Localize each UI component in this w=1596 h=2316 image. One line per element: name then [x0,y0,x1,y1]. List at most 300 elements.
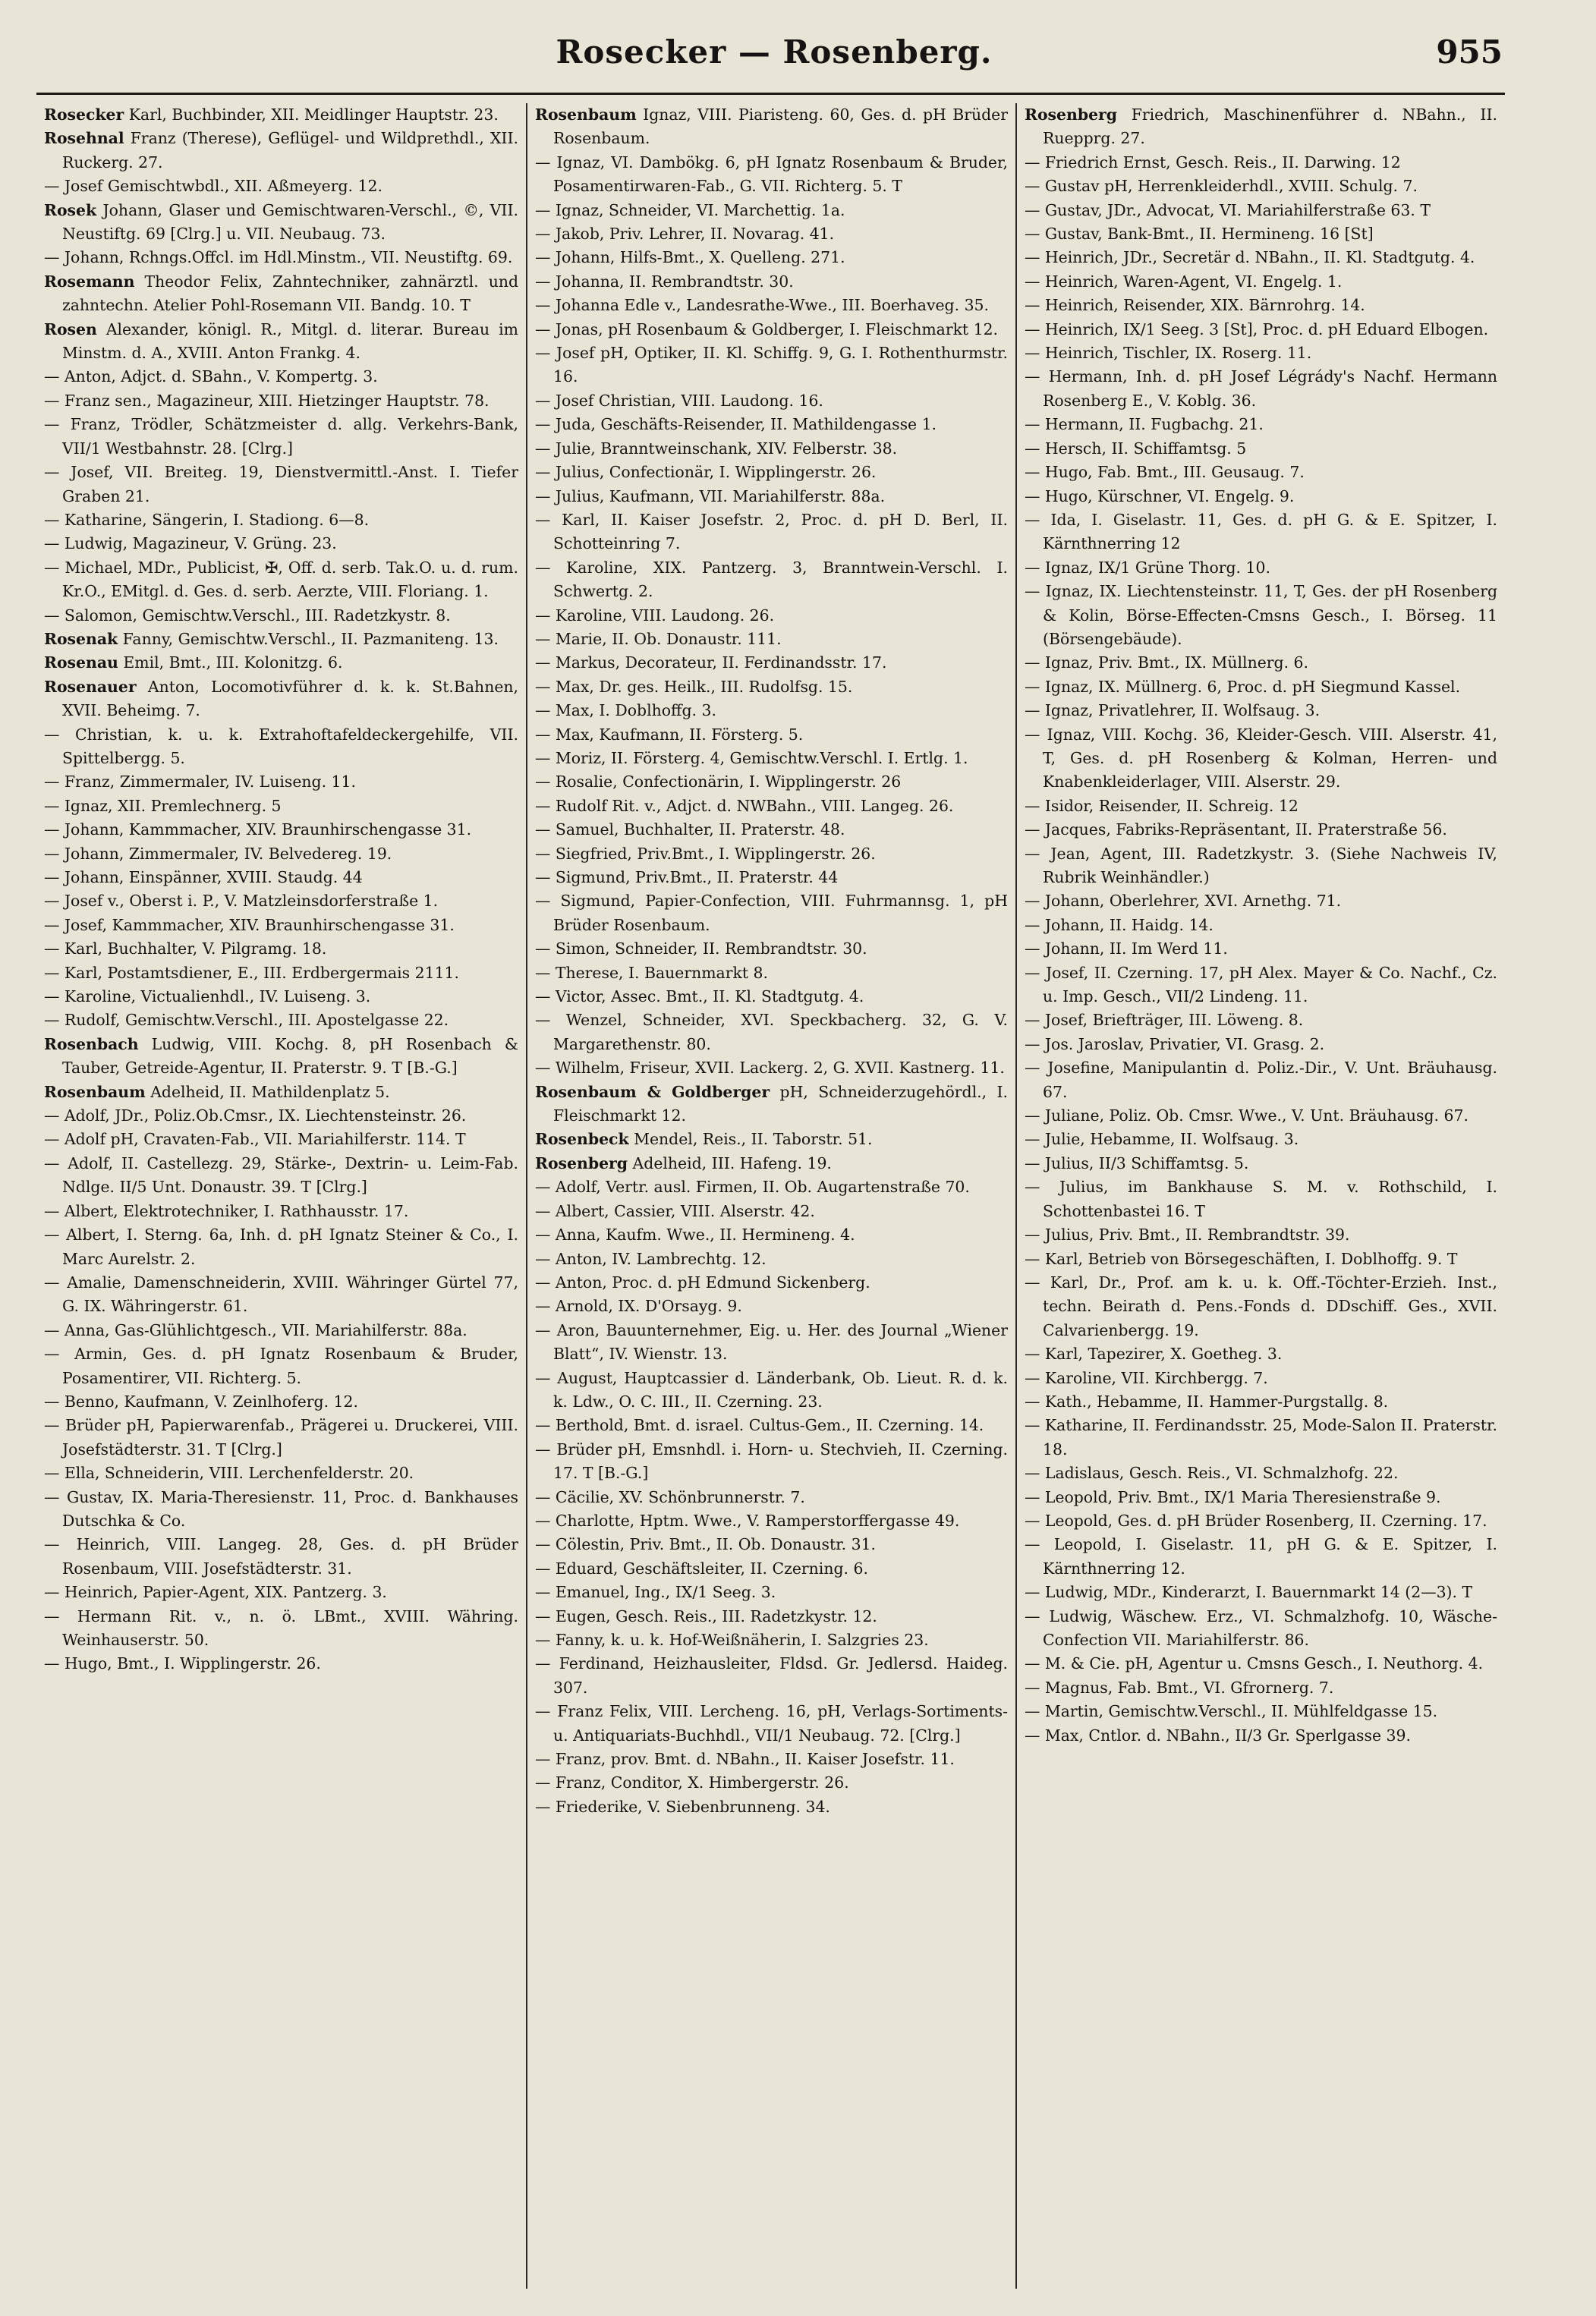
entry-text: — Johann, Rchngs.Offcl. im Hdl.Minstm., VII. Neustiftg. 69. [44,248,513,267]
directory-entry [535,1081,1008,1128]
entry-text: — Heinrich, JDr., Secretär d. NBahn., II. Kl. Stadtgutg. 4. [1025,248,1475,267]
directory-entry [1025,1414,1497,1462]
directory-entry [1025,1248,1497,1271]
directory-entry [1025,651,1497,675]
directory-entry [1025,294,1497,317]
entry-text: — Heinrich, Papier-Agent, XIX. Pantzerg. 3. [44,1583,387,1602]
directory-entry [44,985,518,1009]
entry-text: — Ferdinand, Heizhausleiter, Fldsd. Gr. Jedlersd. Haideg. 307. [535,1654,1008,1697]
entry-text: — Rudolf, Gemischtw.Verschl., III. Apostelgasse 22. [44,1011,449,1030]
directory-entry [1025,1533,1497,1581]
directory-entry [535,1581,1008,1604]
entry-text: — Wenzel, Schneider, XVI. Speckbacherg. 32, G. V. Margarethenstr. 80. [535,1011,1008,1053]
directory-entry [535,842,1008,866]
directory-entry [535,270,1008,294]
entry-text: — Julie, Branntweinschank, XIV. Felberstr. 38. [535,439,898,458]
entry-text: — Sigmund, Papier-Confection, VIII. Fuhrmannsg. 1, pH Brüder Rosenbaum. [535,892,1008,934]
entry-text: — Fanny, k. u. k. Hof-Weißnäherin, I. Salzgries 23. [535,1631,929,1649]
columns [36,103,1505,2289]
directory-entry [1025,699,1497,722]
directory-entry [44,1081,518,1104]
directory-entry [535,508,1008,556]
directory-entry [44,866,518,889]
entry-text: — Rudolf Rit. v., Adjct. d. NWBahn., VIII. Langeg. 26. [535,796,954,815]
page-header [46,33,1503,79]
entry-text: — Aron, Bauunternehmer, Eig. u. Her. des Journal „Wiener Blatt“, IV. Wienstr. 13. [535,1320,1008,1364]
entry-text: — Wilhelm, Friseur, XVII. Lackerg. 2, G. XVII. Kastnerg. 11. [535,1059,1005,1078]
entry-surname: Rosehnal [44,129,124,148]
entry-text: — Franz, Zimmermaler, IV. Luiseng. 11. [44,773,356,791]
entry-text: — Ignaz, IX. Müllnerg. 6, Proc. d. pH Siegmund Kassel. [1025,677,1461,696]
entry-text: — Anton, Proc. d. pH Edmund Sickenberg. [535,1273,870,1292]
directory-entry [44,1009,518,1032]
entry-text: — Cölestin, Priv. Bmt., II. Ob. Donaustr. 31. [535,1535,877,1554]
directory-entry [44,103,518,127]
directory-entry [535,795,1008,818]
directory-entry [1025,1581,1497,1604]
directory-entry [535,556,1008,604]
directory-entry [44,723,518,771]
directory-entry [1025,1152,1497,1175]
column-left [36,103,526,2289]
directory-entry [535,1056,1008,1080]
directory-entry [535,699,1008,722]
directory-entry [44,1342,518,1390]
entry-text: — Karl, Betrieb von Börsegeschäften, I. Doblhoffg. 9. T [1025,1249,1458,1268]
entry-text: — Franz, Trödler, Schätzmeister d. allg. Verkehrs-Bank, VII/1 Westbahnstr. 28. [Clrg.] [44,415,518,458]
column-right [1015,103,1505,2289]
entry-text: — Heinrich, Tischler, IX. Roserg. 11. [1025,344,1312,363]
entry-text: — Armin, Ges. d. pH Ignatz Rosenbaum & Bruder, Posamentirer, VII. Richterg. 5. [44,1345,518,1387]
entry-text: Ludwig, VIII. Kochg. 8, pH Rosenbach & Tauber, Getreide-Agentur, II. Praterstr. 9. T [B.-G.] [62,1034,518,1078]
entry-surname: Rosenbeck [535,1130,629,1149]
directory-entry [535,866,1008,889]
directory-entry [535,1795,1008,1819]
entry-text: — Isidor, Reisender, II. Schreig. 12 [1025,796,1299,815]
directory-entry [535,961,1008,985]
directory-entry [1025,675,1497,699]
directory-entry [1025,270,1497,294]
entry-text: — Julie, Hebamme, II. Wolfsaug. 3. [1025,1130,1299,1149]
directory-entry [535,318,1008,341]
entry-text: — Ida, I. Giselastr. 11, Ges. d. pH G. & E. Spitzer, I. Kärnthnerring 12 [1025,510,1497,553]
entry-text: Alexander, königl. R., Mitgl. d. literar. Bureau im Minstm. d. A., XVIII. Anton Frankg. 4. [62,319,518,363]
directory-entry [535,389,1008,413]
entry-text: — Adolf, JDr., Poliz.Ob.Cmsr., IX. Liechtensteinstr. 26. [44,1106,467,1125]
entry-text: — Hermann, Inh. d. pH Josef Légrády's Nachf. Hermann Rosenberg E., V. Koblg. 36. [1025,367,1497,410]
entry-text: — Josef Christian, VIII. Laudong. 16. [535,391,823,410]
directory-entry [1025,485,1497,508]
directory-entry [44,1462,518,1485]
directory-entry [44,461,518,508]
entry-text: — Marie, II. Ob. Donaustr. 111. [535,629,782,648]
entry-text: — Albert, Elektrotechniker, I. Rathhausstr. 17. [44,1201,409,1220]
entry-text: — Simon, Schneider, II. Rembrandtstr. 30. [535,939,867,958]
directory-entry [535,1175,1008,1199]
directory-entry [1025,103,1497,151]
entry-text: Karl, Buchbinder, XII. Meidlinger Hauptstr. 23. [128,105,499,124]
entry-surname: Rosenberg [535,1153,628,1172]
directory-entry [44,1200,518,1223]
directory-entry [535,985,1008,1009]
directory-entry [535,1152,1008,1175]
directory-entry [1025,1367,1497,1390]
entry-text: — Adolf pH, Cravaten-Fab., VII. Mariahilferstr. 114. T [44,1130,466,1149]
entry-text: — Josef v., Oberst i. P., V. Matzleinsdorferstraße 1. [44,892,439,911]
entry-text: — Samuel, Buchhalter, II. Praterstr. 48. [535,820,845,839]
entry-surname: Rosecker [44,105,124,124]
directory-entry [44,1581,518,1604]
entry-text: — Gustav, JDr., Advocat, VI. Mariahilferstraße 63. T [1025,200,1431,219]
entry-text: — Ludwig, Magazineur, V. Grüng. 23. [44,534,337,553]
entry-text: — Gustav, IX. Maria-Theresienstr. 11, Proc. d. Bankhauses Dutschka & Co. [44,1487,518,1530]
directory-entry [535,1771,1008,1795]
directory-entry [1025,1509,1497,1533]
entry-text: — Adolf, II. Castellezg. 29, Stärke-, Dextrin- u. Leim-Fab. Ndlge. II/5 Unt. Donaustr. 39. T [Clrg.] [44,1153,518,1197]
entry-text: — Heinrich, Reisender, XIX. Bärnrohrg. 14. [1025,296,1365,315]
entry-text: — Johann, Hilfs-Bmt., X. Quelleng. 271. [535,248,845,267]
entry-text: — Ignaz, Priv. Bmt., IX. Müllnerg. 6. [1025,653,1308,672]
entry-text: — Heinrich, IX/1 Seeg. 3 [St], Proc. d. pH Eduard Elbogen. [1025,319,1489,338]
directory-entry [535,1509,1008,1533]
entry-text: — Johann, II. Im Werd 11. [1025,939,1228,958]
directory-entry [44,1390,518,1414]
directory-entry [535,1128,1008,1151]
entry-text: — Salomon, Gemischtw.Verschl., III. Radetzkystr. 8. [44,606,451,625]
directory-entry [44,318,518,366]
directory-entry [535,1557,1008,1581]
entry-surname: Rosenberg [1025,105,1118,124]
entry-text: — Hugo, Fab. Bmt., III. Geusaug. 7. [1025,463,1305,482]
entry-text: — Max, Dr. ges. Heilk., III. Rudolfsg. 15. [535,677,853,696]
entry-text: — Johann, Zimmermaler, IV. Belvedereg. 19. [44,844,392,863]
entry-text: — Karl, Postamtsdiener, E., III. Erdbergermais 2111. [44,963,459,982]
directory-entry [535,651,1008,675]
entry-text: — Karoline, Victualienhdl., IV. Luiseng. 3. [44,987,371,1006]
entry-text: — Karl, Buchhalter, V. Pilgramg. 18. [44,939,327,958]
entry-text: — Anna, Kaufm. Wwe., II. Hermineng. 4. [535,1226,855,1245]
directory-entry [1025,1700,1497,1723]
entry-text: — Ignaz, VIII. Kochg. 36, Kleider-Gesch. VIII. Alserstr. 41, T, Ges. d. pH Rosenberg & Kolman, Herren- und Knabenkleiderlager, VIII. Alserstr. 29. [1025,725,1497,791]
entry-text: — Ludwig, MDr., Kinderarzt, I. Bauernmarkt 14 (2—3). T [1025,1583,1473,1602]
directory-entry [44,604,518,628]
entry-text: — Gustav, Bank-Bmt., II. Hermineng. 16 [St] [1025,225,1374,244]
entry-text: — Ignaz, Schneider, VI. Marchettig. 1a. [535,200,845,219]
directory-entry [1025,961,1497,1009]
directory-entry [44,1271,518,1319]
entry-text: Emil, Bmt., III. Kolonitzg. 6. [123,653,343,672]
entry-text: — Rosalie, Confectionärin, I. Wipplingerstr. 26 [535,773,902,791]
directory-entry [44,961,518,985]
directory-entry [535,1438,1008,1486]
entry-text: — Josef, Kammmacher, XIV. Braunhirschengasse 31. [44,915,455,934]
directory-entry [535,1533,1008,1556]
entry-text: — Max, I. Doblhoffg. 3. [535,701,716,720]
entry-text: — Max, Cntlor. d. NBahn., II/3 Gr. Sperlgasse 39. [1025,1726,1411,1745]
entry-text: — Johanna Edle v., Landesrathe-Wwe., III. Boerhaveg. 35. [535,296,989,315]
entry-surname: Rosenak [44,629,118,648]
entry-surname: Rosek [44,200,97,219]
directory-entry [535,770,1008,794]
entry-text: — Kath., Hebamme, II. Hammer-Purgstallg. 8. [1025,1392,1389,1411]
directory-entry [1025,318,1497,341]
directory-entry [535,1748,1008,1771]
entry-surname: Rosenbaum [44,1082,146,1101]
entry-text: — Johann, Einspänner, XVIII. Staudg. 44 [44,868,363,886]
directory-entry [44,795,518,818]
entry-text: — Ignaz, Privatlehrer, II. Wolfsaug. 3. [1025,701,1321,720]
entry-text: — Karl, II. Kaiser Josefstr. 2, Proc. d. pH D. Berl, II. Schotteinring 7. [535,510,1008,553]
entry-text: — Ladislaus, Gesch. Reis., VI. Schmalzhofg. 22. [1025,1464,1399,1483]
directory-entry [44,1605,518,1653]
directory-entry [44,914,518,937]
directory-entry [1025,1486,1497,1509]
directory-entry [1025,1676,1497,1700]
directory-entry [44,1652,518,1676]
entry-text: — Arnold, IX. D'Orsayg. 9. [535,1297,742,1316]
entry-text: pH, Schneiderzugehördl., I. Fleischmarkt 12. [553,1082,1008,1125]
entry-text: — Jakob, Priv. Lehrer, II. Novarag. 41. [535,225,835,244]
directory-entry [1025,1271,1497,1342]
entry-text: — M. & Cie. pH, Agentur u. Cmsns Gesch., I. Neuthorg. 4. [1025,1654,1484,1673]
directory-entry [1025,1009,1497,1032]
directory-entry [1025,842,1497,890]
entry-text: — Gustav pH, Herrenkleiderhdl., XVIII. Schulg. 7. [1025,177,1418,196]
directory-entry [1025,246,1497,269]
entry-text: — Michael, MDr., Publicist, ✠, Off. d. serb. Tak.O. u. d. rum. Kr.O., EMitgl. d. Ges. d. serb. Aerzte, VIII. Floriang. 1. [44,558,518,601]
directory-entry [535,1200,1008,1223]
directory-entry [44,628,518,651]
directory-entry [535,413,1008,436]
entry-text: — Siegfried, Priv.Bmt., I. Wipplingerstr. 26. [535,844,876,863]
directory-entry [44,389,518,413]
directory-entry [535,1319,1008,1367]
entry-text: — Anna, Gas-Glühlichtgesch., VII. Mariahilferstr. 88a. [44,1320,467,1339]
directory-entry [535,1271,1008,1295]
entry-text: — Therese, I. Bauernmarkt 8. [535,963,768,982]
entry-text: — August, Hauptcassier d. Länderbank, Ob. Lieut. R. d. k. k. Ldw., O. C. III., II. Czerning. 23. [535,1368,1008,1411]
entry-text: — Hermann Rit. v., n. ö. LBmt., XVIII. Währing. Weinhauserstr. 50. [44,1606,518,1649]
directory-entry [1025,1462,1497,1485]
entry-surname: Rosenauer [44,677,137,696]
directory-entry [535,103,1008,151]
directory-entry [535,628,1008,651]
entry-text: — Karoline, VIII. Laudong. 26. [535,606,775,625]
entry-text: — Brüder pH, Papierwarenfab., Prägerei u. Druckerei, VIII. Josefstädterstr. 31. T [Clrg.] [44,1416,518,1459]
directory-entry [535,889,1008,937]
directory-entry [44,1033,518,1081]
page-title: Rosecker — Rosenberg. [556,33,993,71]
entry-text: — Moriz, II. Försterg. 4, Gemischtw.Verschl. I. Ertlg. 1. [535,748,968,767]
entry-text: — Jos. Jaroslav, Privatier, VI. Grasg. 2. [1025,1034,1325,1053]
entry-text: — Julius, Kaufmann, VII. Mariahilferstr. 88a. [535,486,886,505]
directory-entry [44,532,518,555]
entry-text: Adelheid, II. Mathildenplatz 5. [150,1082,390,1101]
entry-text: — Johann, Oberlehrer, XVI. Arnethg. 71. [1025,892,1342,911]
directory-entry [1025,461,1497,484]
directory-entry [1025,1104,1497,1128]
entry-text: — Julius, II/3 Schiffamtsg. 5. [1025,1153,1249,1172]
entry-text: — Eduard, Geschäftsleiter, II. Czerning. 6. [535,1559,868,1578]
entry-text: — Julius, Priv. Bmt., II. Rembrandtstr. 39. [1025,1226,1350,1245]
directory-entry [1025,151,1497,175]
entry-text: — Anton, IV. Lambrechtg. 12. [535,1249,767,1268]
entry-text: — Leopold, Ges. d. pH Brüder Rosenberg, II. Czerning. 17. [1025,1511,1487,1530]
directory-entry [1025,795,1497,818]
entry-text: — Hermann, II. Fugbachg. 21. [1025,415,1264,434]
entry-text: — Heinrich, VIII. Langeg. 28, Ges. d. pH Brüder Rosenbaum, VIII. Josefstädterstr. 31. [44,1535,518,1578]
directory-entry [44,889,518,913]
entry-text: — Josef, VII. Breiteg. 19, Dienstvermittl.-Anst. I. Tiefer Graben 21. [44,463,518,505]
directory-entry [1025,1175,1497,1223]
directory-entry [1025,508,1497,556]
entry-text: — Ignaz, XII. Premlechnerg. 5 [44,796,282,815]
entry-text: — Franz Felix, VIII. Lercheng. 16, pH, Verlags-Sortiments- u. Antiquariats-Buchhdl., VII/1 Neubaug. 72. [Clrg.] [535,1702,1008,1745]
directory-entry [535,151,1008,199]
page-number: 955 [1436,33,1503,71]
entry-text: Anton, Locomotivführer d. k. k. St.Bahnen, XVII. Beheimg. 7. [62,677,519,720]
directory-entry [1025,222,1497,246]
directory-entry [1025,1033,1497,1056]
header-rule [36,93,1505,95]
entry-text: — Johanna, II. Rembrandtstr. 30. [535,272,794,291]
entry-surname: Rosenau [44,653,118,672]
directory-entry [1025,365,1497,413]
column-middle [526,103,1015,2289]
entry-text: — Magnus, Fab. Bmt., VI. Gfrornerg. 7. [1025,1678,1334,1697]
directory-entry [44,937,518,961]
directory-entry [535,675,1008,699]
directory-entry [1025,1724,1497,1748]
entry-text: Adelheid, III. Hafeng. 19. [632,1153,832,1172]
entry-text: Mendel, Reis., II. Taborstr. 51. [634,1130,873,1149]
entry-text: — Karoline, XIX. Pantzerg. 3, Branntwein-Verschl. I. Schwertg. 2. [535,558,1008,601]
entry-text: — Julius, Confectionär, I. Wipplingerstr. 26. [535,463,877,482]
directory-entry [1025,914,1497,937]
entry-text: — Karl, Tapezirer, X. Goetheg. 3. [1025,1345,1283,1364]
entry-text: — Hugo, Bmt., I. Wipplingerstr. 26. [44,1654,321,1673]
entry-text: — Leopold, Priv. Bmt., IX/1 Maria Theresienstraße 9. [1025,1487,1441,1506]
entry-text: Johann, Glaser und Gemischtwaren-Verschl., ©, VII. Neustiftg. 69 [Clrg.] u. VII. Neubaug. 73. [62,200,518,244]
directory-entry [535,1700,1008,1748]
directory-entry [1025,1128,1497,1151]
entry-text: — Juliane, Poliz. Ob. Cmsr. Wwe., V. Unt. Bräuhausg. 67. [1025,1106,1469,1125]
entry-text: — Johann, Kammmacher, XIV. Braunhirschengasse 31. [44,820,472,839]
directory-entry [535,1295,1008,1318]
entry-text: — Heinrich, Waren-Agent, VI. Engelg. 1. [1025,272,1343,291]
entry-text: — Emanuel, Ing., IX/1 Seeg. 3. [535,1583,776,1602]
directory-entry [1025,413,1497,436]
entry-text: — Hugo, Kürschner, VI. Engelg. 9. [1025,486,1295,505]
entry-text: — Julius, im Bankhause S. M. v. Rothschild, I. Schottenbastei 16. T [1025,1178,1497,1220]
directory-entry [1025,199,1497,222]
directory-entry [535,937,1008,961]
directory-entry [535,1009,1008,1056]
directory-entry [1025,1342,1497,1366]
directory-entry [535,747,1008,770]
entry-text: — Josef Gemischtwbdl., XII. Aßmeyerg. 12. [44,177,382,196]
entry-text: — Josefine, Manipulantin d. Poliz.-Dir., V. Unt. Bräuhausg. 67. [1025,1059,1497,1101]
directory-entry [535,199,1008,222]
directory-entry [535,723,1008,747]
entry-text: — Berthold, Bmt. d. israel. Cultus-Gem., II. Czerning. 14. [535,1416,984,1435]
directory-entry [1025,175,1497,198]
entry-text: — Ignaz, IX/1 Grüne Thorg. 10. [1025,558,1270,577]
directory-entry [535,341,1008,389]
directory-entry [44,127,518,175]
directory-entry [535,1414,1008,1437]
entry-text: — Josef, II. Czerning. 17, pH Alex. Mayer & Co. Nachf., Cz. u. Imp. Gesch., VII/2 Lindeng. 11. [1025,963,1497,1006]
directory-entry [1025,818,1497,842]
directory-entry [1025,889,1497,913]
entry-text: — Amalie, Damenschneiderin, XVIII. Währinger Gürtel 77, G. IX. Währingerstr. 61. [44,1273,518,1316]
entry-text: — Victor, Assec. Bmt., II. Kl. Stadtgutg. 4. [535,987,864,1006]
entry-text: — Sigmund, Priv.Bmt., II. Praterstr. 44 [535,868,839,886]
directory-entry [1025,341,1497,365]
directory-entry [1025,1223,1497,1247]
entry-text: — Karl, Dr., Prof. am k. u. k. Off.-Töchter-Erzieh. Inst., techn. Beirath d. Pens.-Fonds d. DDschiff. Ges., XVII. Calvarienbergg. 19. [1025,1273,1497,1339]
directory-entry [44,651,518,675]
directory-entry [535,1223,1008,1247]
directory-entry [44,1104,518,1128]
directory-entry [535,818,1008,842]
directory-entry [44,1486,518,1534]
entry-text: — Katharine, Sängerin, I. Stadiong. 6—8. [44,510,370,529]
entry-text: — Josef pH, Optiker, II. Kl. Schiffg. 9, G. I. Rothenthurmstr. 16. [535,344,1008,386]
directory-entry [535,222,1008,246]
entry-text: — Anton, Adjct. d. SBahn., V. Kompertg. 3. [44,367,378,386]
directory-entry [44,246,518,269]
entry-text: Ignaz, VIII. Piaristeng. 60, Ges. d. pH Brüder Rosenbaum. [553,105,1008,148]
entry-surname: Rosenbaum & Goldberger [535,1082,770,1101]
entry-text: — Johann, II. Haidg. 14. [1025,915,1214,934]
directory-entry [44,818,518,842]
entry-text: — Friedrich Ernst, Gesch. Reis., II. Darwing. 12 [1025,153,1401,171]
entry-text: — Leopold, I. Giselastr. 11, pH G. & E. Spitzer, I. Kärnthnerring 12. [1025,1535,1497,1578]
entry-text: Friedrich, Maschinenführer d. NBahn., II. Ruepprg. 27. [1043,105,1497,148]
directory-entry [1025,937,1497,961]
entry-text: Franz (Therese), Geflügel- und Wildprethdl., XII. Ruckerg. 27. [62,129,518,171]
directory-entry [1025,1605,1497,1653]
directory-entry [44,1152,518,1200]
directory-entry [44,675,518,723]
directory-entry [44,1533,518,1581]
directory-entry [535,294,1008,317]
directory-entry [44,365,518,389]
entry-surname: Rosen [44,319,97,338]
directory-entry [535,1367,1008,1414]
directory-entry [44,1319,518,1342]
entry-text: — Jean, Agent, III. Radetzkystr. 3. (Siehe Nachweis IV, Rubrik Weinhändler.) [1025,844,1497,886]
entry-text: — Franz sen., Magazineur, XIII. Hietzinger Hauptstr. 78. [44,391,490,410]
directory-entry [535,485,1008,508]
directory-entry [535,461,1008,484]
entry-text: — Friederike, V. Siebenbrunneng. 34. [535,1797,830,1816]
directory-entry [1025,723,1497,795]
entry-text: — Charlotte, Hptm. Wwe., V. Ramperstorffergasse 49. [535,1511,960,1530]
entry-text: — Max, Kaufmann, II. Försterg. 5. [535,725,804,744]
directory-entry [1025,1390,1497,1414]
entry-text: — Albert, Cassier, VIII. Alserstr. 42. [535,1201,815,1220]
entry-text: — Franz, prov. Bmt. d. NBahn., II. Kaiser Josefstr. 11. [535,1750,955,1769]
entry-text: — Albert, I. Sterng. 6a, Inh. d. pH Ignatz Steiner & Co., I. Marc Aurelstr. 2. [44,1226,518,1268]
entry-text: — Ignaz, IX. Liechtensteinstr. 11, T, Ges. der pH Rosenberg & Kolin, Börse-Effecten-Cmsns Gesch., I. Börseg. 11 (Börsengebäude). [1025,582,1497,648]
directory-entry [1025,556,1497,580]
entry-text: — Jacques, Fabriks-Repräsentant, II. Praterstraße 56. [1025,820,1447,839]
entry-text: — Cäcilie, XV. Schönbrunnerstr. 7. [535,1487,805,1506]
directory-entry [535,1248,1008,1271]
directory-entry [44,1223,518,1271]
